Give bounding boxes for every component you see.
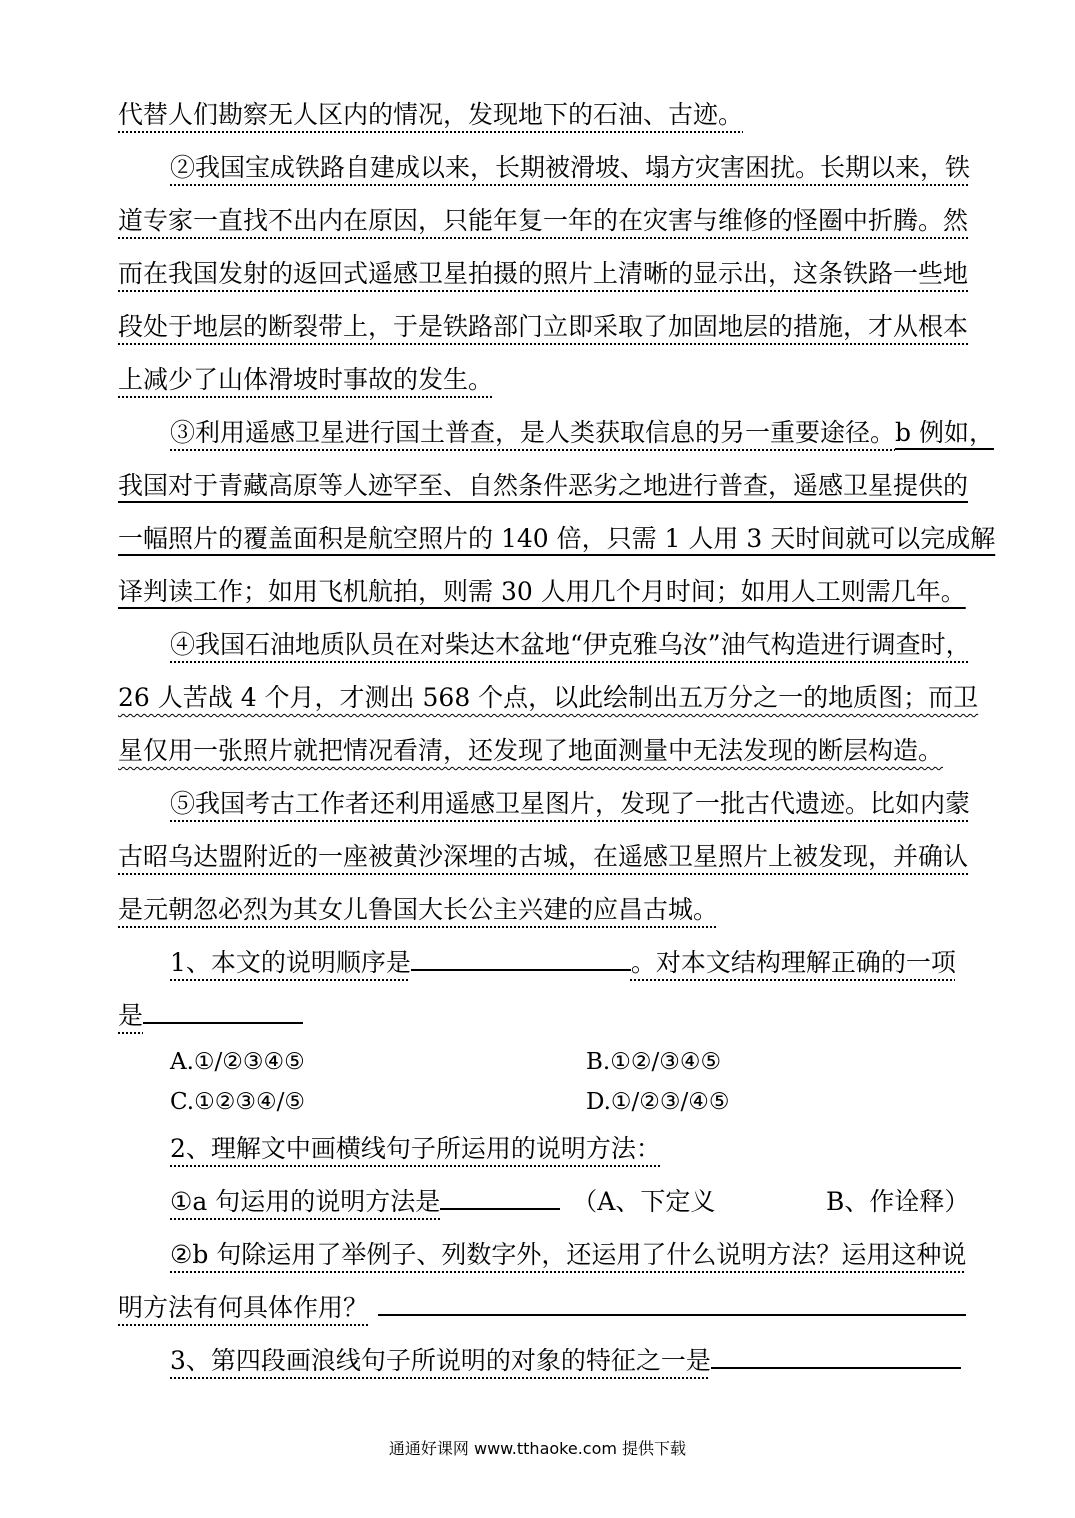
paragraph-2-line — [118, 353, 960, 406]
choice-a: （A、下定义 — [572, 1187, 716, 1216]
paragraph-5-line — [118, 830, 969, 883]
question-text: ②b 句除运用了举例子、列数字外，还运用了什么说明方法？运用这种说 — [170, 1240, 967, 1269]
paragraph-5-line — [118, 883, 960, 936]
answer-blank[interactable] — [143, 996, 303, 1024]
underlined-sentence-b: 译判读工作；如用飞机航拍，则需 30 人用几个月时间；如用人工则需几年。 — [118, 577, 966, 606]
option-b[interactable]: B.①②/③④⑤ — [586, 1049, 722, 1075]
answer-blank[interactable] — [711, 1341, 961, 1369]
answer-blank[interactable] — [440, 1182, 560, 1210]
paragraph-text: 而在我国发射的返回式遥感卫星拍摄的照片上清晰的显示出，这条铁路一些地 — [118, 259, 969, 288]
underlined-sentence-b: 一幅照片的覆盖面积是航空照片的 140 倍，只需 1 人用 3 天时间就可以完成解 — [118, 524, 996, 553]
page-footer: 通通好课网 www.tthaoke.com 提供下载 — [388, 1439, 687, 1458]
question-3 — [118, 1334, 960, 1387]
paragraph-text: ⑤我国考古工作者还利用遥感卫星图片，发现了一批古代遗迹。比如内蒙 — [170, 789, 971, 818]
document-page — [118, 88, 996, 1387]
paragraph-text: 道专家一直找不出内在原因，只能年复一年的在灾害与维修的怪圈中折腾。然 — [118, 206, 969, 235]
option-d[interactable]: D.①/②③/④⑤ — [586, 1089, 730, 1115]
underlined-sentence-b: b 例如， — [895, 418, 994, 447]
question-2-sub2-cont — [118, 1281, 960, 1334]
answer-blank[interactable] — [411, 943, 631, 971]
wavy-sentence: 星仅用一张照片就把情况看清，还发现了地面测量中无法发现的断层构造。 — [118, 736, 944, 765]
option-c[interactable]: C.①②③④/⑤ — [170, 1089, 305, 1115]
paragraph-text: 是元朝忽必烈为其女儿鲁国大长公主兴建的应昌古城。 — [118, 895, 719, 924]
paragraph-text: ③利用遥感卫星进行国土普查，是人类获取信息的另一重要途径。 — [170, 418, 896, 447]
wavy-sentence: 26 人苦战 4 个月，才测出 568 个点，以此绘制出五万分之一的地质图；而卫 — [118, 683, 979, 712]
question-2-sub2 — [118, 1228, 967, 1281]
paragraph-text: 古昭乌达盟附近的一座被黄沙深埋的古城，在遥感卫星照片上被发现，并确认 — [118, 842, 969, 871]
paragraph-text: ④我国石油地质队员在对柴达木盆地“伊克雅乌汝”油气构造进行调查时， — [170, 630, 971, 659]
paragraph-4-line — [118, 724, 960, 777]
paragraph-3-line — [118, 512, 996, 565]
question-1 — [118, 936, 960, 989]
question-text: 1、本文的说明顺序是 — [170, 948, 411, 977]
answer-blank[interactable] — [378, 1288, 966, 1316]
paragraph-1-end — [118, 88, 960, 141]
paragraph-4-line — [118, 618, 971, 671]
underlined-sentence-b: 我国对于青藏高原等人迹罕至、自然条件恶劣之地进行普查，遥感卫星提供的 — [118, 471, 969, 500]
question-text: 是 — [118, 1001, 144, 1030]
paragraph-3-line — [118, 565, 966, 618]
choice-b: B、作诠释） — [826, 1187, 970, 1216]
question-1-cont — [118, 989, 960, 1042]
question-text: 。对本文结构理解正确的一项 — [630, 948, 956, 977]
question-text: 2、理解文中画横线句子所运用的说明方法： — [170, 1134, 661, 1163]
paragraph-4-line — [118, 671, 979, 724]
paragraph-text: 代替人们勘察无人区内的情况，发现地下的石油、古迹。 — [118, 100, 744, 129]
question-text: 3、第四段画浪线句子所说明的对象的特征之一是 — [170, 1346, 711, 1375]
question-text: ①a 句运用的说明方法是 — [170, 1187, 441, 1216]
question-1-options-row — [118, 1042, 960, 1082]
paragraph-text: ②我国宝成铁路自建成以来，长期被滑坡、塌方灾害困扰。长期以来，铁 — [170, 153, 971, 182]
option-a[interactable]: A.①/②③④⑤ — [170, 1049, 305, 1075]
paragraph-text: 上减少了山体滑坡时事故的发生。 — [118, 365, 494, 394]
paragraph-2-line — [118, 300, 969, 353]
question-1-options-row — [118, 1082, 960, 1122]
paragraph-text: 段处于地层的断裂带上，于是铁路部门立即采取了加固地层的措施，才从根本 — [118, 312, 969, 341]
question-text: 明方法有何具体作用？ — [118, 1293, 369, 1322]
paragraph-2-line — [118, 141, 971, 194]
paragraph-3-line — [118, 459, 969, 512]
paragraph-2-line — [118, 247, 969, 300]
paragraph-5-line — [118, 777, 971, 830]
paragraph-3-line — [118, 406, 994, 459]
question-2-title — [118, 1122, 960, 1175]
paragraph-2-line — [118, 194, 969, 247]
question-2-sub1 — [118, 1175, 970, 1228]
